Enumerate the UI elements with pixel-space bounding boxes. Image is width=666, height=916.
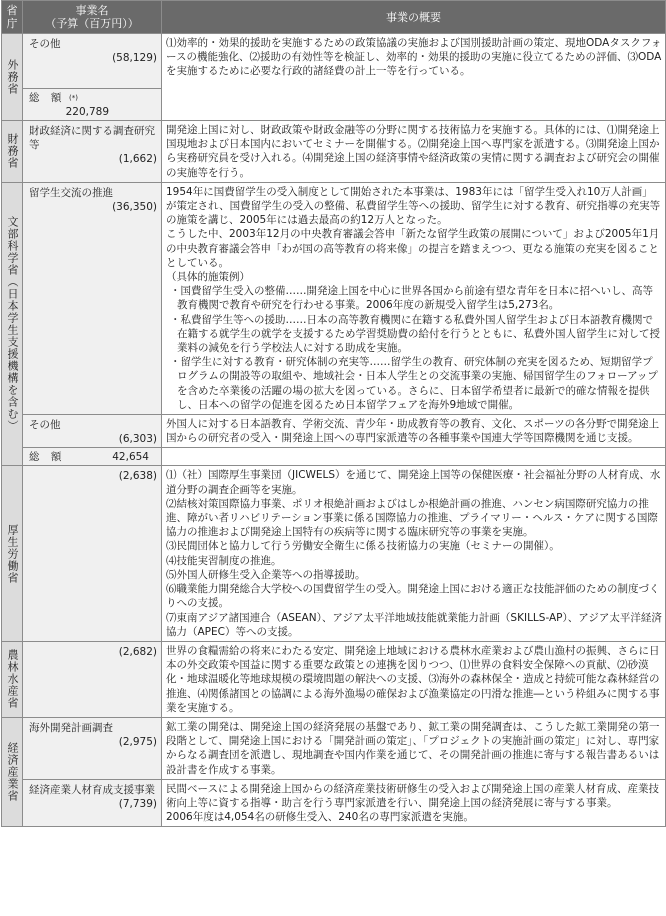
project-budget: (58,129)	[112, 52, 157, 64]
project-budget: (2,975)	[118, 735, 157, 748]
table-row	[2, 182, 666, 414]
header-summary: 事業の概要	[162, 1, 666, 34]
table-row	[2, 717, 666, 779]
header-row	[2, 1, 666, 34]
project-name: 財政経済に関する調査研究等	[29, 125, 155, 151]
project-summary	[162, 121, 666, 183]
ministry-name: 経済産業省	[6, 742, 19, 803]
project-name: 海外開発計画調査	[29, 721, 113, 734]
project-summary	[162, 466, 666, 641]
total-value: 220,789	[65, 106, 109, 118]
ministry-cell	[2, 717, 23, 826]
ministry-name: 農林水産省	[6, 649, 19, 710]
ministry-name: 文部科学省（日本学生支援機構を含む）	[6, 216, 19, 433]
ministry-name: 厚生労働省	[6, 523, 19, 584]
project-summary	[162, 415, 666, 448]
project-budget: (7,739)	[118, 797, 157, 810]
total-cell	[23, 448, 162, 466]
project-name: その他	[29, 419, 61, 432]
summary-paragraph: 外国人に対する日本語教育、学術交流、青少年・助成教育等の教育、文化、スポーツの各分野で開発途上国からの研究者の受入・開発途上国への専門家派遣等の各種事業や国連大学等国際機関を通じ支援。	[166, 418, 660, 445]
summary-paragraph: こうした中、2003年12月の中央教育審議会答申「新たな留学生政策の展開について」および2005年1月の中央教育審議会答申「わが国の高等教育の将来像」の提言を踏まえつつ、更なる施策の充実を図ることとしている。	[166, 228, 660, 269]
project-cell	[23, 182, 162, 414]
summary-paragraph: 2006年度は4,054名の研修生受入、240名の専門家派遣を実施。	[166, 811, 474, 824]
table-row	[2, 415, 666, 448]
measure-bullet: ・国費留学生受入の整備……開発途上国を中心に世界各国から前途有望な青年を日本に招へいし、高等教育機関で教育や研究を行わせる事業。2006年度の新規受入留学生は5,273名。	[170, 285, 653, 312]
ministry-cell	[2, 182, 23, 466]
header-project-name: 事業名	[75, 4, 109, 17]
project-summary	[162, 182, 666, 414]
ministry-name: 外務省	[6, 59, 19, 95]
project-cell	[23, 466, 162, 641]
ministry-name: 財務省	[6, 133, 19, 170]
project-cell	[23, 779, 162, 827]
project-cell	[23, 641, 162, 717]
measure-bullet: ・私費留学生等への援助……日本の高等教育機関に在籍する私費外国人留学生および日本語教育機関で在籍する就学生の就学を支援するため学習奨励費の給付を行うとともに、私費外国人留学生に対して授業料の減免を行う学校法人に対する助成を実施。	[170, 313, 660, 355]
summary-paragraph: ⑷技能実習制度の推進。	[166, 554, 282, 567]
summary-paragraph: ⑶民間団体と協力して行う労働安全衛生に係る技術協力の実施（セミナーの開催）。	[166, 540, 560, 553]
summary-paragraph: ⑸外国人研修生受入企業等への指導援助。	[166, 568, 366, 581]
table-row	[2, 641, 666, 717]
ministry-cell	[2, 34, 23, 121]
total-label: 総 額	[29, 451, 66, 464]
project-summary	[162, 34, 666, 121]
project-budget: (1,662)	[118, 153, 157, 165]
project-summary	[162, 717, 666, 779]
summary-paragraph: （具体的施策例）	[166, 271, 250, 284]
total-cell	[23, 89, 162, 121]
oda-project-table	[1, 0, 666, 827]
header-project-budget: （予算（百万円））	[45, 17, 139, 30]
summary-paragraph: 世界の食糧需給の将来にわたる安定、開発途上地域における農林水産業および農山漁村の振興、さらに日本の外交政策や国益に関する重要な政策との連携を図りつつ、⑴世界の食料安全保障への貢献、⑵砂漠化・地球温暖化等地球規模の環境問題の解決への支援、⑶海外の森林保全・造成と持続可能な森林経営の推進、⑷関係諸国との協調による海外漁場の確保および漁業協定の円滑な推進―という枠組みに関する事業を実施する。	[166, 644, 660, 714]
measure-bullet: ・留学生に対する教育・研究体制の充実等……留学生の教育、研究体制の充実を図るため、短期留学プログラムの開設等の取組や、地域社会・日本人学生との交流事業の実施、帰国留学生のフォローアップを含めた卒業後の活躍の場の拡大を図っている。さらに、日本留学希望者に最新で的確な情報を提供し、日本への留学の促進を図るため日本留学フェアを海外9地域で開催。	[170, 356, 658, 411]
summary-paragraph: ⑵結核対策国際協力事業、ポリオ根絶計画およびはしか根絶計画の推進、ハンセン病国際研究協力の推進、障がい者リハビリテーション事業に係る国際協力の推進、プライマリー・ヘルス・ケアに関する国際協力の推進および開発途上国特有の疾病等に関する臨床研究等の事業を実施。	[166, 497, 658, 539]
table-row	[2, 779, 666, 827]
summary-paragraph: ⑴（社）国際厚生事業団（JICWELS）を通じて、開発途上国等の保健医療・社会福祉分野の人材育成、水道分野の調査企画等を実施。	[166, 469, 661, 496]
summary-paragraph: 鉱工業の開発は、開発途上国の経済発展の基盤であり、鉱工業の開発調査は、こうした鉱工業開発の第一段階として、開発途上国における「開発計画の策定」、「プロジェクトの実施計画の策定」に対し、専門家からなる調査団を派遣し、現地調査や国内作業を通じて、その開発計画の推進に寄与する報告書あるいは設計書を作成する事業。	[166, 720, 660, 776]
project-cell	[23, 415, 162, 448]
summary-paragraph: ⑴効率的・効果的援助を実施するための政策協議の実施および国別援助計画の策定、現地ODAタスクフォースの機能強化、⑵援助の有効性等を検証し、効率的・効果的援助の実施に役立てるための評価、⑶ODAを実施するために必要な行政的諸経費の計上一等を行っている。	[166, 37, 662, 78]
summary-paragraph: ⑹職業能力開発総合大学校への国費留学生の受入。開発途上国における適正な技能評価のための制度づくりへの支援。	[166, 583, 660, 610]
ministry-cell	[2, 466, 23, 641]
table-row	[2, 466, 666, 641]
table-row	[2, 34, 666, 89]
project-summary	[162, 779, 666, 827]
total-footnote-mark: (*)	[69, 94, 78, 102]
summary-paragraph: 1954年に国費留学生の受入制度として開始された本事業は、1983年には「留学生受入れ10万人計画」が策定され、国費留学生の受入の整備、私費留学生等への援助、留学生に対する教育、研究指導の充実等の施策を講じ、2005年には過去最高の約12万人となった。	[166, 185, 661, 227]
project-budget: (2,638)	[118, 470, 157, 483]
header-ministry: 省庁	[2, 1, 23, 34]
project-budget: (36,350)	[112, 200, 157, 213]
summary-paragraph: 開発途上国に対し、財政政策や財政金融等の分野に関する技術協力を実施する。具体的には、⑴開発途上国現地および日本国内においてセミナーを開催する。⑵開発途上国へ専門家を派遣する。⑶開発途上国から実務研究員を受け入れる。⑷開発途上国の経済事情や経済政策の実情に関する調査および研究会の開催の実施等を行う。	[166, 124, 660, 179]
project-cell	[23, 717, 162, 779]
total-value: 42,654	[112, 451, 149, 464]
total-blank	[162, 448, 666, 466]
project-name: 経済産業人材育成支援事業	[29, 783, 155, 796]
project-name: その他	[29, 38, 61, 50]
ministry-cell	[2, 121, 23, 183]
project-name: 留学生交流の推進	[29, 186, 113, 199]
summary-paragraph: ⑺東南アジア諸国連合（ASEAN）、アジア太平洋地域技能就業能力計画（SKILLS-AP）、アジア太平洋経済協力（APEC）等への支援。	[166, 611, 662, 638]
project-summary	[162, 641, 666, 717]
project-budget: (2,682)	[118, 645, 157, 658]
total-row	[2, 448, 666, 466]
project-cell	[23, 121, 162, 183]
header-project	[23, 1, 162, 34]
project-cell	[23, 34, 162, 89]
project-budget: (6,303)	[118, 433, 157, 446]
table-row	[2, 121, 666, 183]
total-label: 総 額	[29, 92, 66, 104]
ministry-cell	[2, 641, 23, 717]
summary-paragraph: 民間ベースによる開発途上国からの経済産業技術研修生の受入および開発途上国の産業人材育成、産業技術向上等に資する指導・助言を行う専門家派遣を行い、開発途上国の経済発展に寄与する事業。	[166, 782, 659, 809]
